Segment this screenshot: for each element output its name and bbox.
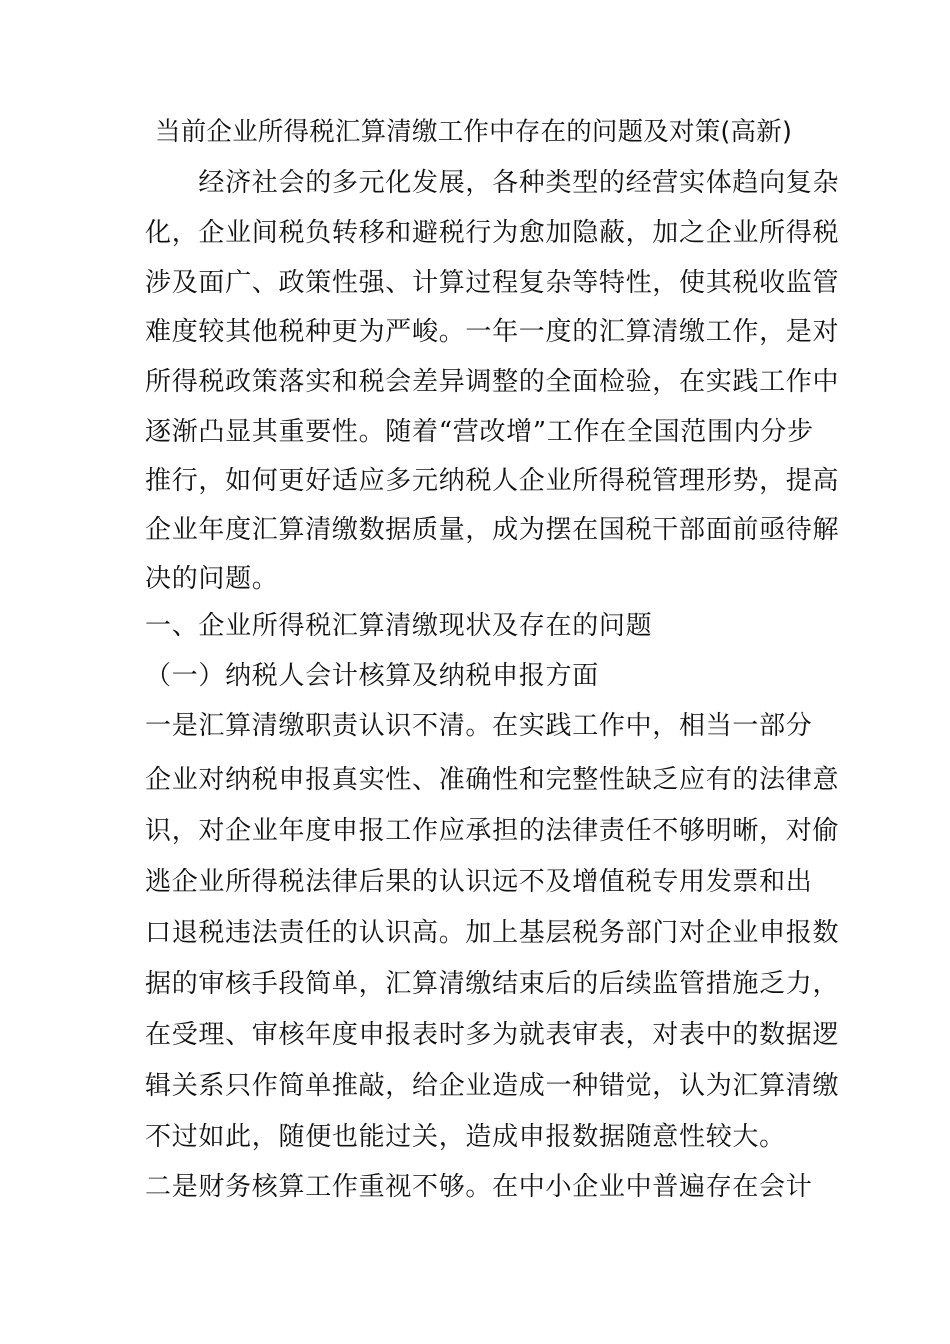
paragraph-line: 口退税违法责任的认识高。加上基层税务部门对企业申报数 bbox=[145, 918, 840, 948]
document-title: 当前企业所得税汇算清缴工作中存在的问题及对策(高新) bbox=[155, 117, 793, 147]
paragraph-line: 识，对企业年度申报工作应承担的法律责任不够明晰，对偷 bbox=[145, 816, 840, 846]
paragraph-line: 辑关系只作简单推敲，给企业造成一种错觉，认为汇算清缴 bbox=[145, 1071, 840, 1101]
paragraph-line: 化，企业间税负转移和避税行为愈加隐蔽，加之企业所得税 bbox=[145, 218, 840, 248]
paragraph-line: 涉及面广、政策性强、计算过程复杂等特性，使其税收监管 bbox=[145, 268, 840, 298]
paragraph-line: 企业对纳税申报真实性、准确性和完整性缺乏应有的法律意 bbox=[145, 765, 840, 795]
paragraph-line: 经济社会的多元化发展，各种类型的经营实体趋向复杂 bbox=[145, 168, 840, 198]
paragraph-line: 所得税政策落实和税会差异调整的全面检验，在实践工作中 bbox=[145, 367, 840, 397]
section-heading: 一、企业所得税汇算清缴现状及存在的问题 bbox=[145, 611, 653, 641]
paragraph-line: 在受理、审核年度申报表时多为就表审表，对表中的数据逻 bbox=[145, 1020, 840, 1050]
subsection-heading: （一）纳税人会计核算及纳税申报方面 bbox=[145, 661, 599, 691]
paragraph-line: 据的审核手段简单，汇算清缴结束后的后续监管措施乏力， bbox=[145, 969, 840, 999]
paragraph-line: 一是汇算清缴职责认识不清。在实践工作中，相当一部分 bbox=[145, 711, 813, 741]
paragraph-line: 推行，如何更好适应多元纳税人企业所得税管理形势，提高 bbox=[145, 466, 840, 496]
paragraph-line: 企业年度汇算清缴数据质量，成为摆在国税干部面前亟待解 bbox=[145, 515, 840, 545]
paragraph-line: 二是财务核算工作重视不够。在中小企业中普遍存在会计 bbox=[145, 1172, 813, 1202]
paragraph-line: 逃企业所得税法律后果的认识远不及增值税专用发票和出 bbox=[145, 867, 813, 897]
paragraph-line: 逐渐凸显其重要性。随着“营改增”工作在全国范围内分步 bbox=[145, 417, 814, 447]
paragraph-line: 不过如此，随便也能过关，造成申报数据随意性较大。 bbox=[145, 1122, 786, 1152]
paragraph-line: 决的问题。 bbox=[145, 564, 279, 594]
paragraph-line: 难度较其他税种更为严峻。一年一度的汇算清缴工作，是对 bbox=[145, 317, 840, 347]
